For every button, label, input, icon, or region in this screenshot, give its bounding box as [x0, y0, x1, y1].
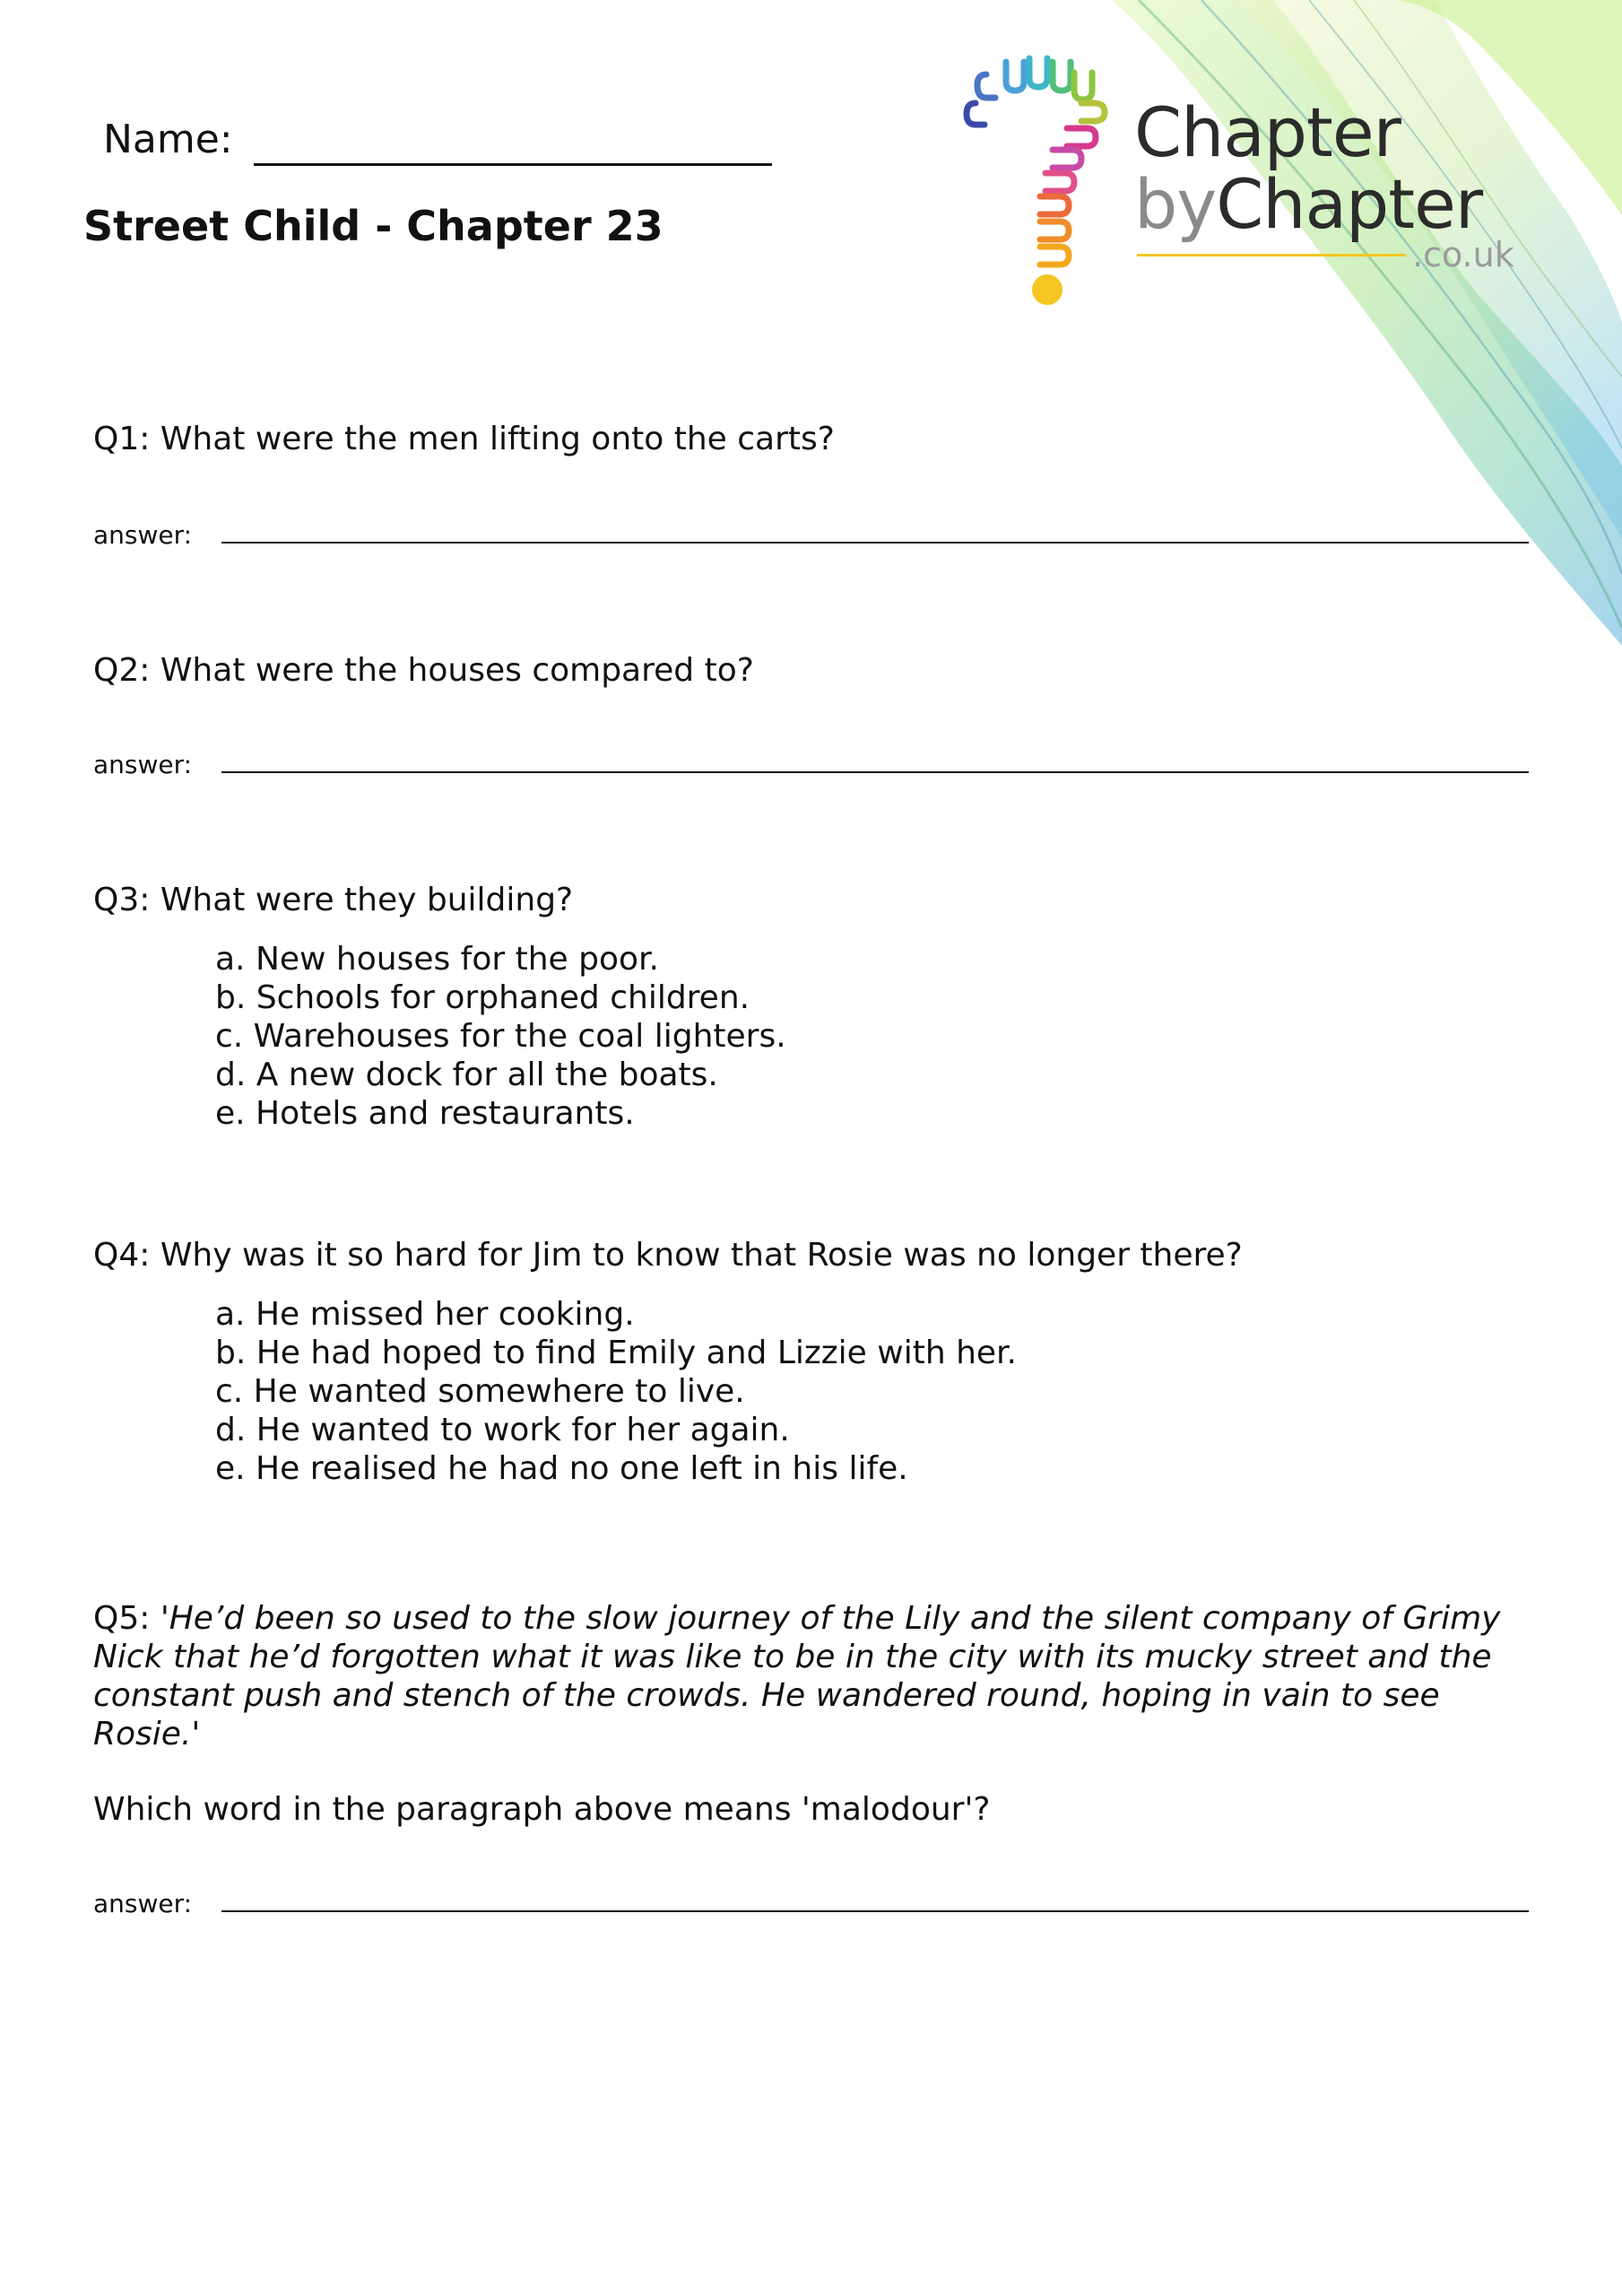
logo-domain: .co.uk	[1412, 235, 1514, 274]
name-field-line[interactable]	[254, 163, 772, 166]
q3-option-c[interactable]: c. Warehouses for the coal lighters.	[215, 1018, 786, 1055]
name-label: Name:	[103, 117, 233, 162]
q3-option-e[interactable]: e. Hotels and restaurants.	[215, 1095, 635, 1132]
question-5: Which word in the paragraph above means 'malodour'?	[93, 1791, 991, 1828]
q3-options	[215, 940, 786, 1133]
question-5-quote	[93, 1599, 1546, 1753]
q4-option-a[interactable]: a. He missed her cooking.	[215, 1296, 635, 1333]
q1-answer-line[interactable]	[221, 542, 1529, 544]
worksheet-title: Street Child - Chapter 23	[83, 202, 664, 250]
logo-wordmark-bychapter	[1134, 164, 1483, 244]
q3-option-a[interactable]: a. New houses for the poor.	[215, 941, 659, 978]
question-4: Q4: Why was it so hard for Jim to know that Rosie was no longer there?	[93, 1237, 1243, 1274]
q1-answer-label: answer:	[93, 520, 193, 550]
q2-answer-line[interactable]	[221, 771, 1529, 773]
q4-option-b[interactable]: b. He had hoped to find Emily and Lizzie with her.	[215, 1335, 1017, 1371]
q5-quote-text: 'He’d been so used to the slow journey of the Lily and the silent company of Grimy Nick that he’d forgotten what it was like to be in the city with its mucky street and the constant push and stench of the crowds. He wandered round, hoping in vain to see Rosie.'	[93, 1600, 1501, 1752]
q4-option-e[interactable]: e. He realised he had no one left in his life.	[215, 1450, 908, 1487]
q5-answer-label: answer:	[93, 1889, 193, 1918]
logo-wordmark-chapter-2: Chapter	[1216, 164, 1483, 244]
logo-wordmark-chapter: Chapter	[1134, 92, 1401, 172]
logo-underline	[1137, 254, 1406, 257]
question-2: Q2: What were the houses compared to?	[93, 652, 754, 689]
q2-answer-label: answer:	[93, 750, 193, 779]
q4-option-c[interactable]: c. He wanted somewhere to live.	[215, 1373, 745, 1410]
q4-option-d[interactable]: d. He wanted to work for her again.	[215, 1412, 790, 1448]
q3-option-b[interactable]: b. Schools for orphaned children.	[215, 979, 750, 1016]
q3-option-d[interactable]: d. A new dock for all the boats.	[215, 1057, 718, 1093]
book-question-mark-icon	[959, 49, 1130, 318]
q4-options	[215, 1295, 1017, 1488]
q5-prefix: Q5:	[93, 1600, 160, 1637]
q5-answer-line[interactable]	[221, 1910, 1529, 1912]
question-1: Q1: What were the men lifting onto the carts?	[93, 421, 835, 457]
chapter-by-chapter-logo	[959, 49, 1542, 318]
question-3: Q3: What were they building?	[93, 882, 574, 918]
logo-wordmark-by: by	[1134, 164, 1217, 244]
